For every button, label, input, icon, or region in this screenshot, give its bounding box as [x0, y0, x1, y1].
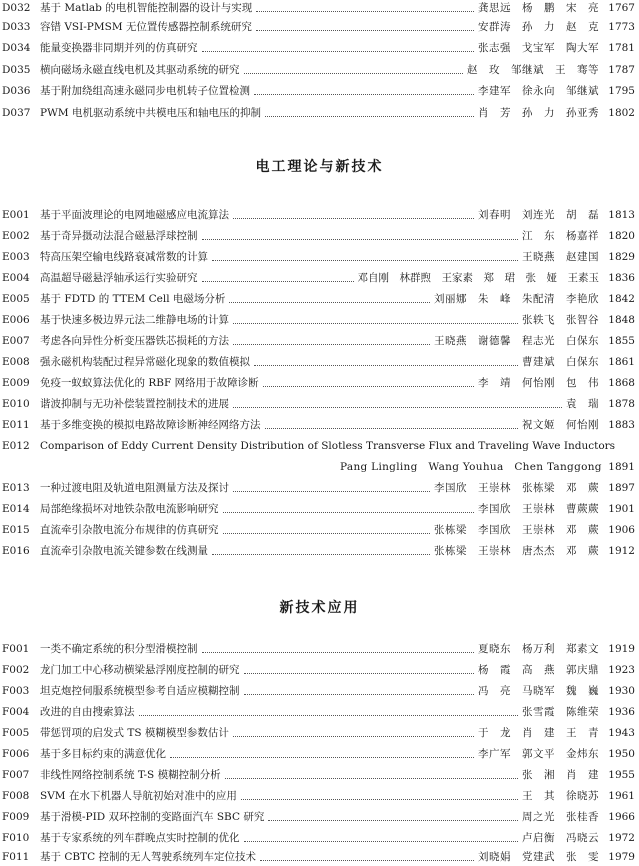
- entry-title: 特高压架空输电线路衰减常数的计算: [40, 251, 208, 263]
- entry-title: 强永磁机构装配过程异常磁化现象的数值模拟: [40, 356, 250, 368]
- entry-id: E008: [2, 356, 30, 368]
- entry-title: 基于 FDTD 的 TTEM Cell 电磁场分析: [40, 293, 226, 305]
- entry-id: D033: [2, 21, 31, 33]
- entry-authors: 赵 玫 邹继斌 王 骞等: [467, 64, 599, 76]
- entry-id: F008: [2, 790, 30, 802]
- entry-id: E015: [2, 524, 30, 536]
- entry-id: E016: [2, 545, 30, 557]
- leader-dots: [170, 757, 474, 758]
- entry-page: 1868: [608, 377, 635, 389]
- entry-page: 1930: [608, 685, 635, 697]
- entry-id: E013: [2, 482, 30, 494]
- leader-dots: [212, 554, 430, 555]
- toc-entry[interactable]: [0, 766, 639, 784]
- leader-dots: [202, 281, 354, 282]
- toc-entry[interactable]: [0, 353, 639, 371]
- leader-dots: [244, 73, 464, 74]
- toc-entry[interactable]: [0, 395, 639, 413]
- leader-dots: [256, 11, 474, 12]
- entry-page: 1955: [608, 769, 635, 781]
- entry-page: 1878: [608, 398, 635, 410]
- entry-authors: 刘丽娜 朱 峰 朱配清 李艳欣: [434, 293, 599, 305]
- entry-authors: 杨 霞 高 燕 郭庆鼎: [478, 664, 599, 676]
- entry-title: 龙门加工中心移动横梁悬浮刚度控制的研究: [40, 664, 240, 676]
- entry-authors: 王 其 徐晓苏: [522, 790, 599, 802]
- toc-entry[interactable]: [0, 500, 639, 518]
- toc-entry[interactable]: [0, 640, 639, 658]
- entry-id: E006: [2, 314, 30, 326]
- toc-entry[interactable]: [0, 542, 639, 560]
- entry-id: E010: [2, 398, 30, 410]
- leader-dots: [223, 533, 431, 534]
- entry-authors: 肖 芳 孙 力 孙亚秀: [478, 107, 599, 119]
- toc-entry[interactable]: [0, 682, 639, 700]
- leader-dots: [233, 736, 474, 737]
- entry-id: D037: [2, 107, 31, 119]
- leader-dots: [265, 116, 474, 117]
- leader-dots: [241, 799, 518, 800]
- entry-page: 1773: [608, 21, 635, 33]
- entry-title: 非线性网络控制系统 T-S 模糊控制分析: [40, 769, 221, 781]
- leader-dots: [202, 239, 519, 240]
- entry-authors: 刘春明 刘连光 胡 磊: [478, 209, 599, 221]
- entry-title: 一类不确定系统的积分型滑模控制: [40, 643, 198, 655]
- entry-title: 基于滑模-PID 双环控制的变路面汽车 SBC 研究: [40, 811, 265, 823]
- entry-id: E001: [2, 209, 30, 221]
- entry-title: 基于多维变换的模拟电路故障诊断神经网络方法: [40, 419, 261, 431]
- toc-entry[interactable]: [0, 332, 639, 350]
- leader-dots: [233, 344, 430, 345]
- entry-page: 1891: [608, 461, 635, 473]
- entry-authors: 李广军 郭文平 金炜东: [478, 748, 599, 760]
- entry-id: E005: [2, 293, 30, 305]
- toc-entry[interactable]: [0, 479, 639, 497]
- entry-title: 基于奇异摄动法混合磁悬浮球控制: [40, 230, 198, 242]
- leader-dots: [225, 778, 518, 779]
- leader-dots: [233, 218, 474, 219]
- entry-authors: 刘晓娟 党建武 张 雯: [478, 851, 599, 863]
- leader-dots: [223, 512, 475, 513]
- entry-title: 基于快速多极边界元法二维静电场的计算: [40, 314, 229, 326]
- entry-page: 1897: [608, 482, 635, 494]
- toc-entry[interactable]: [0, 0, 639, 17]
- entry-authors: 李国欣 王崇林 曹蕨蕨: [478, 503, 599, 515]
- entry-page: 1972: [608, 832, 635, 844]
- entry-authors: 周之光 张桂香: [522, 811, 599, 823]
- entry-authors: 江 东 杨嘉祥: [522, 230, 599, 242]
- toc-entry[interactable]: [0, 82, 639, 100]
- entry-authors: 张志强 戈宝军 陶大军: [478, 42, 599, 54]
- leader-dots: [244, 673, 475, 674]
- toc-entry[interactable]: [0, 787, 639, 805]
- entry-title: 能量变换器非同期并列的仿真研究: [40, 42, 198, 54]
- toc-entry[interactable]: [0, 104, 639, 122]
- leader-dots: [202, 51, 475, 52]
- entry-id: E009: [2, 377, 30, 389]
- entry-id: F001: [2, 643, 30, 655]
- section-heading-new-tech-application: 新技术应用: [279, 600, 360, 616]
- entry-id: E002: [2, 230, 30, 242]
- entry-authors: 李国欣 王崇林 张栋梁 邓 蕨: [434, 482, 599, 494]
- entry-authors: Pang Lingling Wang Youhua Chen Tanggong: [340, 461, 602, 473]
- entry-authors: 冯 亮 马晓军 魏 巍: [478, 685, 599, 697]
- entry-id: D036: [2, 85, 31, 97]
- entry-id: F003: [2, 685, 30, 697]
- entry-page: 1767: [608, 2, 635, 14]
- toc-entry[interactable]: [0, 724, 639, 742]
- entry-id: F009: [2, 811, 30, 823]
- entry-title: 一种过渡电阻及轨道电阻测量方法及探讨: [40, 482, 229, 494]
- entry-title: 免疫一蚁蚁算法优化的 RBF 网络用于故障诊断: [40, 377, 259, 389]
- leader-dots: [233, 491, 430, 492]
- entry-title: 容错 VSI-PMSM 无位置传感器控制系统研究: [40, 21, 252, 33]
- entry-authors: 王晓燕 赵建国: [522, 251, 599, 263]
- entry-page: 1919: [608, 643, 635, 655]
- entry-authors: 龚思远 杨 鹏 宋 亮: [478, 2, 599, 14]
- toc-entry[interactable]: [0, 248, 639, 266]
- entry-page: 1836: [608, 272, 635, 284]
- entry-id: F004: [2, 706, 30, 718]
- entry-page: 1943: [608, 727, 635, 739]
- leader-dots: [233, 323, 518, 324]
- toc-entry[interactable]: [0, 745, 639, 763]
- entry-id: F010: [2, 832, 30, 844]
- leader-dots: [244, 841, 519, 842]
- entry-title: 直流牵引杂散电流分布规律的仿真研究: [40, 524, 219, 536]
- entry-id: F005: [2, 727, 30, 739]
- entry-page: 1842: [608, 293, 635, 305]
- toc-entry[interactable]: [0, 227, 639, 245]
- entry-id: E003: [2, 251, 30, 263]
- entry-title: 坦克炮控伺服系统模型参考自适应模糊控制: [40, 685, 240, 697]
- leader-dots: [244, 694, 475, 695]
- toc-entry[interactable]: [0, 311, 639, 329]
- toc-entry[interactable]: [0, 374, 639, 392]
- entry-authors: 张 湘 肖 建: [522, 769, 599, 781]
- entry-authors: 邓自刚 林群煦 王家素 郑 珺 张 娅 王素玉: [357, 272, 599, 284]
- entry-authors: 祝文姬 何怡刚: [522, 419, 599, 431]
- toc-entry[interactable]: [0, 661, 639, 679]
- toc-entry[interactable]: [0, 206, 639, 224]
- entry-page: 1795: [608, 85, 635, 97]
- entry-page: 1813: [608, 209, 635, 221]
- entry-page: 1855: [608, 335, 635, 347]
- entry-page: 1966: [608, 811, 635, 823]
- toc-entry[interactable]: [0, 808, 639, 826]
- leader-dots: [233, 407, 562, 408]
- toc-entry[interactable]: [0, 416, 639, 434]
- toc-entry[interactable]: [0, 39, 639, 57]
- leader-dots: [202, 652, 475, 653]
- toc-entry[interactable]: [0, 18, 639, 36]
- entry-title: 改进的自由搜索算法: [40, 706, 135, 718]
- section-heading-electrical-theory: 电工理论与新技术: [255, 159, 384, 175]
- entry-page: 1961: [608, 790, 635, 802]
- entry-title: 基于平面波理论的电网地磁感应电流算法: [40, 209, 229, 221]
- leader-dots: [254, 94, 474, 95]
- toc-entry[interactable]: [0, 61, 639, 79]
- entry-page: 1861: [608, 356, 635, 368]
- entry-id: E004: [2, 272, 30, 284]
- leader-dots: [139, 715, 519, 716]
- entry-page: 1848: [608, 314, 635, 326]
- toc-entry[interactable]: [0, 269, 639, 287]
- entry-title: 考虑各向异性分析变压器铁芯损耗的方法: [40, 335, 229, 347]
- entry-title: 基于多目标约束的满意优化: [40, 748, 166, 760]
- entry-authors: 李建军 徐永向 邹继斌: [478, 85, 599, 97]
- leader-dots: [229, 302, 430, 303]
- entry-authors: 王晓燕 谢德馨 程志光 白保东: [434, 335, 599, 347]
- entry-page: 1901: [608, 503, 635, 515]
- entry-id: E014: [2, 503, 30, 515]
- toc-entry[interactable]: [0, 703, 639, 721]
- entry-id: E011: [2, 419, 30, 431]
- entry-page: 1820: [608, 230, 635, 242]
- entry-authors: 张雪霞 陈维荣: [522, 706, 599, 718]
- entry-page: 1936: [608, 706, 635, 718]
- leader-dots: [260, 860, 474, 861]
- entry-title: 带惩罚项的启发式 TS 模糊模型参数估计: [40, 727, 229, 739]
- entry-id: D034: [2, 42, 31, 54]
- entry-id: D035: [2, 64, 31, 76]
- entry-id: D032: [2, 2, 31, 14]
- entry-title: 局部绝缘损坏对地铁杂散电流影响研究: [40, 503, 219, 515]
- entry-authors: 卢启衡 冯晓云: [522, 832, 599, 844]
- entry-page: 1829: [608, 251, 635, 263]
- entry-page: 1950: [608, 748, 635, 760]
- entry-title: PWM 电机驱动系统中共模电压和轴电压的抑制: [40, 107, 261, 119]
- entry-id: E007: [2, 335, 30, 347]
- entry-id: E012: [2, 440, 30, 452]
- entry-title: 横向磁场永磁直线电机及其驱动系统的研究: [40, 64, 240, 76]
- entry-title: SVM 在水下机器人导航初始对准中的应用: [40, 790, 237, 802]
- entry-authors: 李 靖 何怡刚 包 伟: [478, 377, 599, 389]
- entry-id: F011: [2, 851, 30, 863]
- entry-page: 1912: [608, 545, 635, 557]
- entry-id: F006: [2, 748, 30, 760]
- entry-title: 基于 CBTC 控制的无人驾驶系统列车定位技术: [40, 851, 256, 863]
- entry-title: 基于 Matlab 的电机智能控制器的设计与实现: [40, 2, 253, 14]
- entry-page: 1781: [608, 42, 635, 54]
- entry-page: 1906: [608, 524, 635, 536]
- entry-id: F007: [2, 769, 30, 781]
- entry-page: 1883: [608, 419, 635, 431]
- entry-authors: 张轶飞 张智谷: [522, 314, 599, 326]
- leader-dots: [254, 365, 518, 366]
- entry-authors: 曹建斌 白保东: [522, 356, 599, 368]
- entry-page: 1787: [608, 64, 635, 76]
- entry-title: 高温超导磁悬浮轴承运行实验研究: [40, 272, 198, 284]
- entry-authors: 于 龙 肖 建 王 青: [478, 727, 599, 739]
- entry-page: 1979: [608, 851, 635, 863]
- entry-page: 1923: [608, 664, 635, 676]
- toc-entry[interactable]: [0, 829, 639, 847]
- entry-title: 基于专家系统的列车群晚点实时控制的优化: [40, 832, 240, 844]
- entry-authors: 夏晓东 杨万利 郑素文: [478, 643, 599, 655]
- entry-authors: 袁 瑞: [566, 398, 599, 410]
- entry-page: 1802: [608, 107, 635, 119]
- entry-authors: 张栋梁 李国欣 王崇林 邓 蕨: [434, 524, 599, 536]
- entry-title: 谐波抑制与无功补偿装置控制技术的进展: [40, 398, 229, 410]
- toc-entry[interactable]: [0, 848, 639, 866]
- entry-authors: 张栋梁 王崇林 唐杰杰 邓 蕨: [434, 545, 599, 557]
- leader-dots: [256, 30, 474, 31]
- leader-dots: [268, 820, 518, 821]
- toc-entry[interactable]: [0, 521, 639, 539]
- entry-title: 直流牵引杂散电流关键参数在线测量: [40, 545, 208, 557]
- leader-dots: [263, 386, 474, 387]
- entry-title: Comparison of Eddy Current Density Distribution of Slotless Transverse Flux and Traveling Wave Inductors: [40, 440, 616, 452]
- entry-title: 基于附加绕组高速永磁同步电机转子位置检测: [40, 85, 250, 97]
- leader-dots: [212, 260, 518, 261]
- toc-entry[interactable]: [0, 290, 639, 308]
- entry-id: F002: [2, 664, 30, 676]
- entry-authors: 安群涛 孙 力 赵 克: [478, 21, 599, 33]
- leader-dots: [265, 428, 519, 429]
